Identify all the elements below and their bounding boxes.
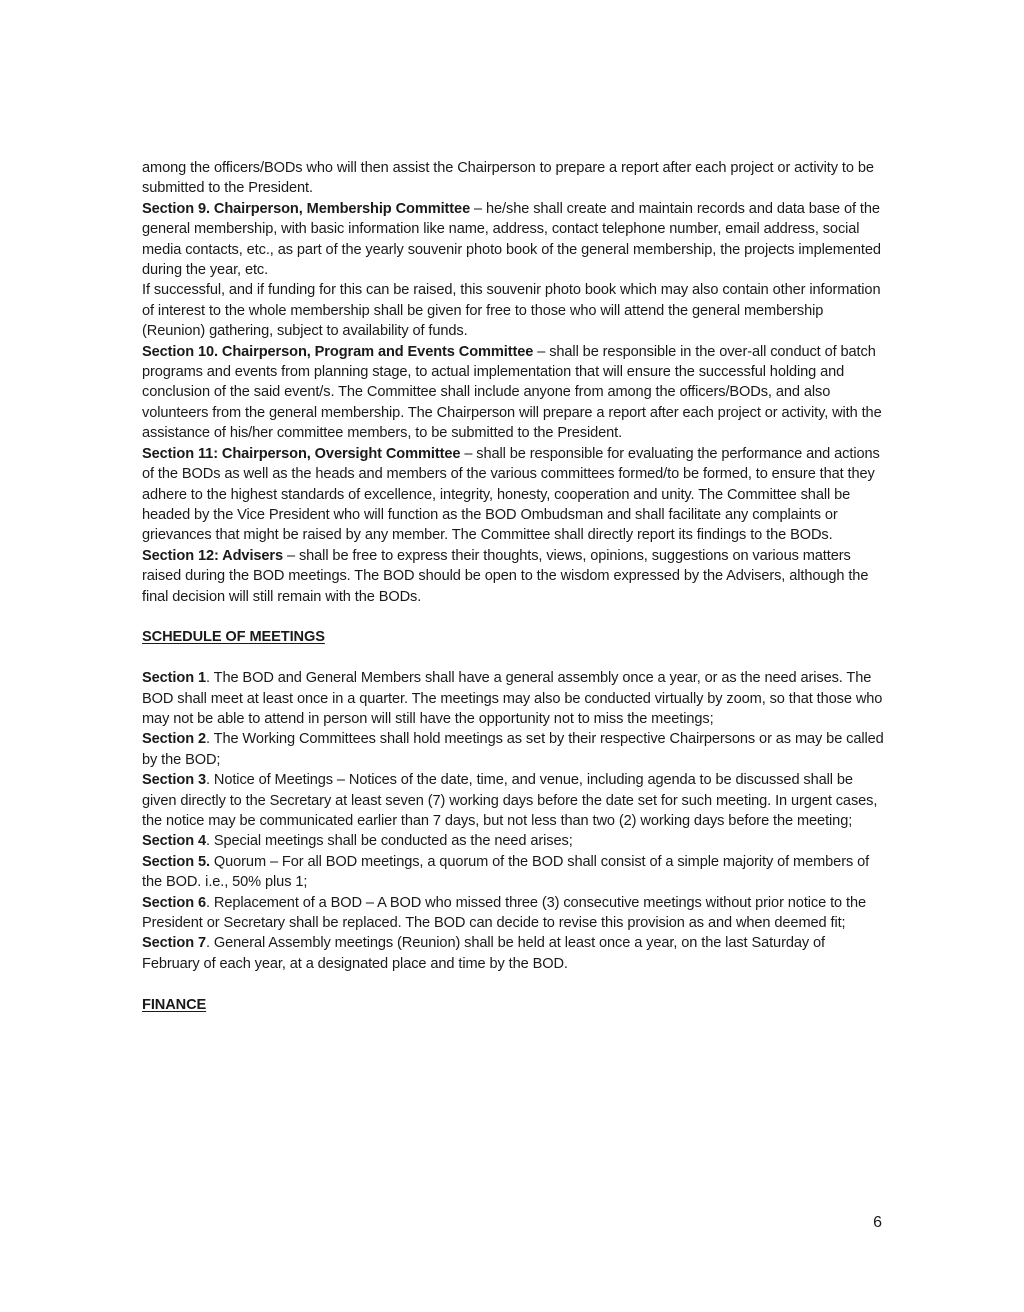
meetings-section-6-paragraph (142, 893, 884, 934)
meetings-section-6-text: . Replacement of a BOD – A BOD who missed three (3) consecutive meetings without prior notice to the President or Secretary shall be replaced. The BOD can decide to revise this provision as and when deemed fit; (142, 894, 867, 931)
schedule-of-meetings-heading: SCHEDULE OF MEETINGS (142, 629, 325, 646)
finance-heading: FINANCE (142, 996, 207, 1013)
meetings-section-4-title: Section 4 (142, 833, 206, 850)
section-9-text: – he/she shall create and maintain records and data base of the general membership, with basic information like name, address, contact telephone number, email address, social media contacts, etc., as part of the yearly souvenir photo book of the general membership, the projects implemented during the year, etc. (142, 200, 881, 279)
spacer (142, 648, 884, 668)
meetings-section-7-paragraph (142, 933, 884, 974)
section-10-title: Section 10. Chairperson, Program and Events Committee (142, 343, 534, 360)
section-12-paragraph (142, 546, 884, 607)
meetings-section-6-title: Section 6 (142, 894, 206, 911)
meetings-section-2-text: . The Working Committees shall hold meetings as set by their respective Chairpersons or as may be called by the BOD; (142, 731, 884, 768)
section-12-title: Section 12: Advisers (142, 547, 284, 564)
document-page (142, 158, 884, 1015)
meetings-section-3-title: Section 3 (142, 772, 206, 789)
meetings-section-5-text: Quorum – For all BOD meetings, a quorum of the BOD shall consist of a simple majority of members of the BOD. i.e., 50% plus 1; (142, 853, 870, 891)
meetings-section-7-title: Section 7 (142, 935, 206, 952)
page-number: 6 (873, 1214, 882, 1231)
meetings-section-2-title: Section 2 (142, 731, 206, 748)
section-12-text: – shall be free to express their thoughts, views, opinions, suggestions on various matters raised during the BOD meetings. The BOD should be open to the wisdom expressed by the Advisers, although the final decision will still remain with the BODs. (142, 547, 869, 605)
meetings-section-4-paragraph (142, 831, 884, 851)
spacer (142, 974, 884, 994)
intro-text: among the officers/BODs who will then assist the Chairperson to prepare a report after each project or activity to be submitted to the President. (142, 160, 874, 197)
souvenir-book-paragraph (142, 280, 884, 341)
meetings-section-7-text: . General Assembly meetings (Reunion) shall be held at least once a year, on the last Saturday of February of each year, at a designated place and time by the BOD. (142, 935, 825, 972)
section-9-paragraph (142, 199, 884, 281)
section-10-text: – shall be responsible in the over-all conduct of batch programs and events from planning stage, to actual implementation that will ensure the successful holding and conclusion of the said event/s. The Committee shall include anyone from among the officers/BODs, and also volunteers from the general membership. The Chairperson will prepare a report after each project or activity, with the assistance of his/her committee members, to be submitted to the President. (142, 343, 882, 442)
meetings-section-1-text: . The BOD and General Members shall have a general assembly once a year, or as the need arises. The BOD shall meet at least once in a quarter. The meetings may also be conducted virtually by zoom, so that those who may not be able to attend in person will still have the opportunity not to miss the meetings; (142, 670, 883, 727)
section-9-title: Section 9. Chairperson, Membership Committee (142, 200, 471, 217)
meetings-section-4-text: . Special meetings shall be conducted as the need arises; (205, 833, 573, 850)
section-10-paragraph (142, 342, 884, 444)
meetings-section-1-title: Section 1 (142, 670, 206, 687)
spacer (142, 607, 884, 627)
section-11-text: – shall be responsible for evaluating the performance and actions of the BODs as well as the heads and members of the various committees formed/to be formed, to ensure that they adhere to the highest standards of excellence, integrity, honesty, cooperation and unity. The Committee shall be headed by the Vice President who will function as the BOD Ombudsman and shall facilitate any complaints or grievances that might be raised by any member. The Committee shall directly report its findings to the BODs. (142, 445, 880, 544)
meetings-section-2-paragraph (142, 729, 884, 770)
intro-paragraph (142, 158, 884, 199)
meetings-section-3-paragraph (142, 770, 884, 831)
meetings-section-5-paragraph (142, 852, 884, 893)
section-11-paragraph (142, 444, 884, 546)
souvenir-book-text: If successful, and if funding for this can be raised, this souvenir photo book which may also contain other information of interest to the whole membership shall be given for free to those who will attend the general membership (Reunion) gathering, subject to availability of funds. (142, 282, 881, 340)
meetings-section-3-text: . Notice of Meetings – Notices of the date, time, and venue, including agenda to be discussed shall be given directly to the Secretary at least seven (7) working days before the date set for such meeting. In urgent cases, the notice may be communicated earlier than 7 days, but not less than two (2) working days before the meeting; (142, 772, 878, 829)
meetings-section-5-title: Section 5. (142, 853, 210, 870)
section-11-title: Section 11: Chairperson, Oversight Committee (142, 445, 461, 462)
meetings-section-1-paragraph (142, 668, 884, 729)
